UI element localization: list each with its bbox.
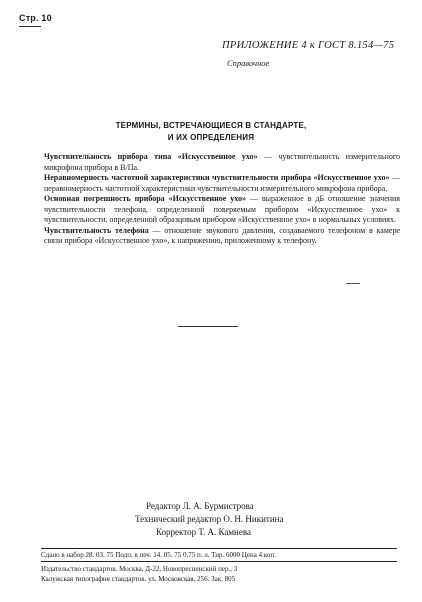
definition-paragraph xyxy=(44,152,400,173)
page-number-label: Стр. 10 xyxy=(19,13,52,23)
print-info-text: Сдано в набор 28. 03. 75 Подп. в печ. 14. 05. 75 0,75 п. л. Тир. 6000 Цена 4 коп. xyxy=(41,551,276,559)
reference-note: Справочное xyxy=(227,58,270,68)
editor-line: Редактор Л. А. Бурмистрова xyxy=(146,501,254,511)
definition-term: Основная погрешность прибора «Искусственное ухо» xyxy=(44,194,246,203)
definition-paragraph xyxy=(44,173,400,194)
publisher-line: Издательство стандартов. Москва, Д-22, Новопресненский пер., 3 xyxy=(41,565,238,573)
definition-paragraph xyxy=(44,226,400,247)
imprint-block xyxy=(41,561,397,584)
definition-term: Чувствительность телефона xyxy=(44,225,149,235)
definition-text: — неравномерность частотной характеристики чувствительности измерительного микрофона прибора. xyxy=(44,173,401,193)
proofreader-line: Корректор Т. А. Камнева xyxy=(156,527,251,537)
editors-block xyxy=(135,500,284,539)
definition-paragraph xyxy=(44,194,400,226)
section-divider xyxy=(178,326,238,327)
definitions-list xyxy=(44,152,400,247)
definition-text: — выраженное в дБ отношение значения чувствительности телефона, определенной поверяемым прибором «Искусственное ухо» к чувствительности, определенной образцовым прибором «Искусственное ухо» в нормальных условиях. xyxy=(44,194,400,224)
section-heading-line-1: ТЕРМИНЫ, ВСТРЕЧАЮЩИЕСЯ В СТАНДАРТЕ, xyxy=(115,121,307,130)
section-heading xyxy=(0,120,422,144)
definition-term: Чувствительность прибора типа «Искусственное ухо» xyxy=(44,152,258,161)
margin-dash-mark xyxy=(346,283,360,284)
appendix-title: ПРИЛОЖЕНИЕ 4 к ГОСТ 8.154—75 xyxy=(222,40,395,51)
print-info-line xyxy=(41,548,397,559)
definition-term: Неравномерность частотной характеристики чувствительности прибора «Искусственное ухо» xyxy=(44,173,390,182)
section-heading-line-2: И ИХ ОПРЕДЕЛЕНИЯ xyxy=(167,133,255,142)
definition-text: — отношение звукового давления, создаваемого телефоном в камере связи прибора «Искусственное ухо», к напряжению, приложенному к телефону. xyxy=(44,225,400,245)
page-number xyxy=(19,13,52,27)
definition-text: — чувствительность измерительного микрофона прибора в В/Па. xyxy=(44,152,400,172)
printer-line: Калужская типография стандартов. ул. Московская, 256. Зак. 805 xyxy=(41,575,236,583)
tech-editor-line: Технический редактор О. Н. Никитина xyxy=(135,514,284,524)
